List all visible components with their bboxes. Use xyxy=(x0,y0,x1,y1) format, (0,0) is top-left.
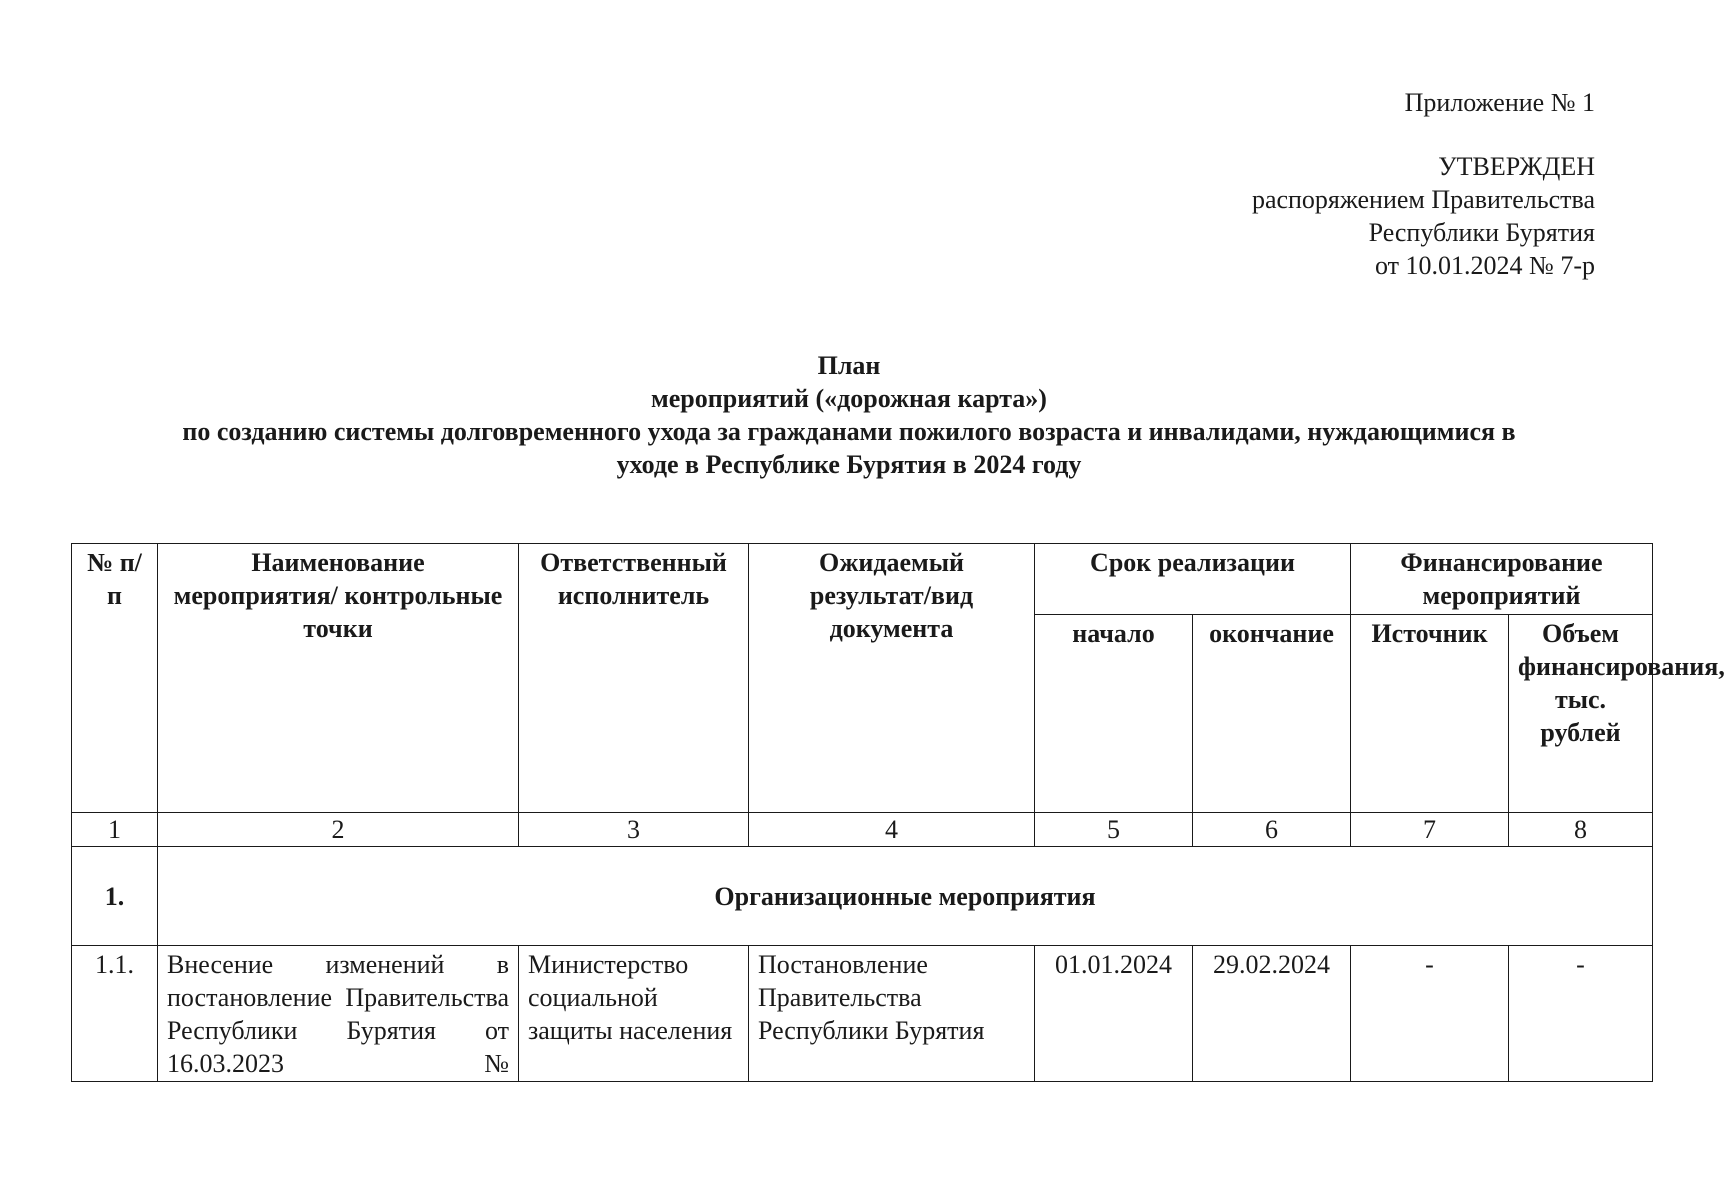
header-start: начало xyxy=(1035,615,1193,813)
approval-line-3: от 10.01.2024 № 7-р xyxy=(1375,251,1595,280)
title-line-3: по созданию системы долговременного ухода за гражданами пожилого возраста и инвалидами, нуждающимися в xyxy=(182,417,1516,446)
column-numbers-row xyxy=(72,813,1653,847)
column-number: 1 xyxy=(72,813,158,847)
row-start: 01.01.2024 xyxy=(1035,946,1193,1082)
section-title: Организационные мероприятия xyxy=(158,847,1653,946)
row-name: Внесение изменений в постановление Правительства Республики Бурятия от 16.03.2023 № xyxy=(158,946,519,1082)
row-end: 29.02.2024 xyxy=(1193,946,1351,1082)
header-source: Источник xyxy=(1351,615,1509,813)
column-number: 5 xyxy=(1035,813,1193,847)
header-result: Ожидаемый результат/вид документа xyxy=(749,544,1035,813)
approval-line-1: распоряжением Правительства xyxy=(1251,185,1595,214)
row-source: - xyxy=(1351,946,1509,1082)
approved-label: УТВЕРЖДЕН xyxy=(1438,152,1595,181)
section-row xyxy=(72,847,1653,946)
column-number: 8 xyxy=(1509,813,1653,847)
header-executor: Ответственный исполнитель xyxy=(519,544,749,813)
column-number: 2 xyxy=(158,813,519,847)
annex-label: Приложение № 1 xyxy=(1404,88,1595,117)
row-volume: - xyxy=(1509,946,1653,1082)
title-line-4: уходе в Республике Бурятия в 2024 году xyxy=(616,450,1082,479)
header-end: окончание xyxy=(1193,615,1351,813)
header-volume: Объем финансирования, тыс. рублей xyxy=(1509,615,1653,813)
row-executor: Министерство социальной защиты населения xyxy=(519,946,749,1082)
approval-line-2: Республики Бурятия xyxy=(1368,218,1595,247)
row-result: Постановление Правительства Республики Бурятия xyxy=(749,946,1035,1082)
column-number: 6 xyxy=(1193,813,1351,847)
column-number: 4 xyxy=(749,813,1035,847)
approval-block xyxy=(1252,86,1595,282)
document-title xyxy=(71,349,1627,481)
header-row-1 xyxy=(72,544,1653,615)
title-line-2: мероприятий («дорожная карта») xyxy=(651,384,1047,413)
column-number: 7 xyxy=(1351,813,1509,847)
header-name: Наименование мероприятия/ контрольные точки xyxy=(158,544,519,813)
column-number: 3 xyxy=(519,813,749,847)
plan-table xyxy=(71,543,1725,1082)
header-num: № п/п xyxy=(72,544,158,813)
section-number: 1. xyxy=(72,847,158,946)
table-row xyxy=(72,946,1653,1082)
header-period: Срок реализации xyxy=(1035,544,1351,615)
header-financing: Финансирование мероприятий xyxy=(1351,544,1653,615)
row-number: 1.1. xyxy=(72,946,158,1082)
title-line-1: План xyxy=(817,351,881,380)
